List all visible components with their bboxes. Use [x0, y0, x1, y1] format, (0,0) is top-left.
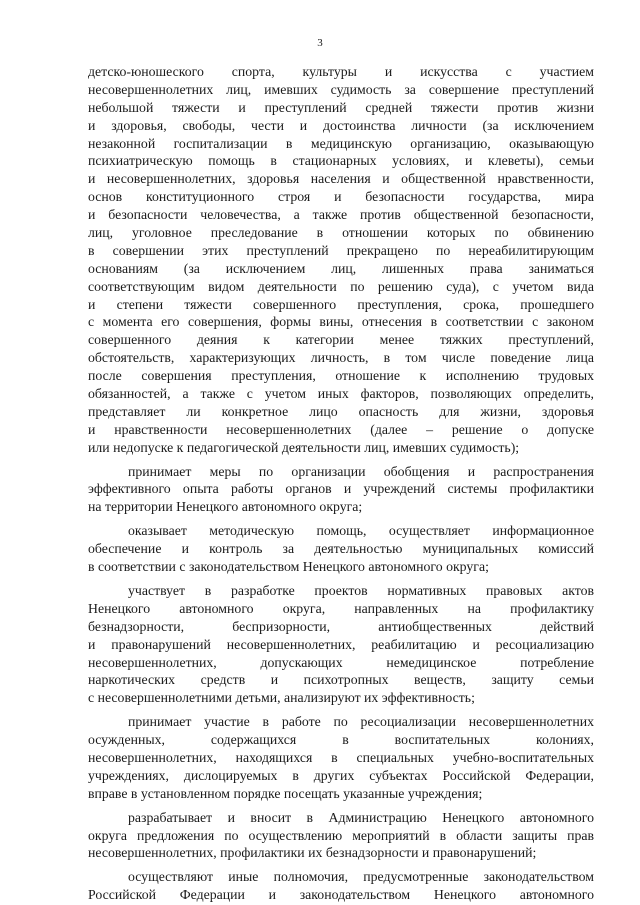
text-line: несовершеннолетних, находящихся в специальных учебно-воспитательных	[88, 749, 594, 765]
text-line: вправе в установленном порядке посещать указанные учреждения;	[88, 785, 483, 801]
text-line: учреждениях, дислоцируемых в других субъектах Российской Федерации,	[88, 767, 594, 783]
text-line: принимает участие в работе по ресоциализации несовершеннолетних	[128, 714, 594, 730]
document-body	[88, 63, 594, 904]
text-line: психиатрическую помощь в стационарных условиях, и клеветы), семьи	[88, 153, 594, 169]
text-line: обстоятельств, характеризующих личность, в том числе поведение лица	[88, 350, 594, 366]
text-line: участвует в разработке проектов нормативных правовых актов	[128, 582, 594, 598]
text-line: осужденных, содержащихся в воспитательных колониях,	[88, 732, 594, 748]
text-line: несовершеннолетних, профилактики их безнадзорности и правонарушений;	[88, 845, 537, 861]
text-line: несовершеннолетних лиц, имевших судимость за совершение преступлений	[88, 81, 594, 97]
text-line: на территории Ненецкого автономного округа;	[88, 499, 363, 515]
text-line: Российской Федерации и законодательством Ненецкого автономного	[88, 887, 594, 903]
paragraph	[88, 713, 594, 802]
text-line: незаконной госпитализации в медицинскую организацию, оказывающую	[88, 135, 594, 151]
text-line: в соответствии с законодательством Ненецкого автономного округа;	[88, 559, 489, 575]
text-line: и правонарушений несовершеннолетних, реабилитацию и ресоциализацию	[88, 636, 594, 652]
text-line: оказывает методическую помощь, осуществляет информационное	[128, 523, 594, 539]
text-line: разрабатывает и вносит в Администрацию Ненецкого автономного	[128, 809, 594, 825]
text-line: несовершеннолетних, допускающих немедицинское потребление	[88, 654, 594, 670]
paragraph	[88, 582, 594, 707]
text-line: с несовершеннолетними детьми, анализируют их эффективность;	[88, 690, 475, 706]
text-line: лиц, уголовное преследование в отношении которых по обвинению	[88, 225, 594, 241]
text-line: эффективного опыта работы органов и учреждений системы профилактики	[88, 481, 594, 497]
text-line: Ненецкого автономного округа, направленных на профилактику	[88, 600, 594, 616]
text-line: и безопасности человечества, а также против общественной безопасности,	[88, 207, 594, 223]
text-line: обязанностей, а также с учетом иных факторов, позволяющих определить,	[88, 386, 594, 402]
paragraph	[88, 463, 594, 517]
text-line: наркотических средств и психотропных веществ, защиту семьи	[88, 672, 594, 688]
text-line: и несовершеннолетних, здоровья населения и общественной нравственности,	[88, 171, 594, 187]
paragraph	[88, 522, 594, 576]
text-line: детско-юношеского спорта, культуры и искусства с участием	[88, 64, 594, 79]
text-line: принимает меры по организации обобщения и распространения	[128, 463, 594, 479]
text-line: основаниям (за исключением лиц, лишенных права заниматься	[88, 260, 594, 276]
text-line: округа предложения по осуществлению мероприятий в области защиты прав	[88, 827, 594, 843]
text-line: основ конституционного строя и безопасности государства, мира	[88, 189, 594, 205]
text-line: осуществляют иные полномочия, предусмотренные законодательством	[128, 869, 594, 885]
text-line: или недопуске к педагогической деятельности лиц, имевших судимость);	[88, 439, 520, 455]
paragraph	[88, 868, 594, 904]
text-line: после совершения преступления, отношение к исполнению трудовых	[88, 368, 594, 384]
page-number: 3	[317, 37, 323, 49]
text-line: небольшой тяжести и преступлений средней тяжести против жизни	[88, 99, 594, 115]
text-line: соответствующим видом деятельности по решению суда), с учетом вида	[88, 278, 594, 294]
text-line: с момента его совершения, формы вины, отнесения в соответствии с законом	[88, 314, 594, 330]
text-line: и здоровья, свободы, чести и достоинства личности (за исключением	[88, 117, 594, 133]
text-line: в совершении этих преступлений прекращено по нереабилитирующим	[88, 242, 594, 258]
text-line: безнадзорности, беспризорности, антиобщественных действий	[88, 618, 594, 634]
text-line: совершенного деяния к категории менее тяжких преступлений,	[88, 332, 594, 348]
text-line: и нравственности несовершеннолетних (далее – решение о допуске	[88, 421, 594, 437]
paragraph	[88, 63, 594, 457]
paragraph	[88, 809, 594, 863]
text-line: обеспечение и контроль за деятельностью муниципальных комиссий	[88, 541, 594, 557]
text-line: и степени тяжести совершенного преступления, срока, прошедшего	[88, 296, 594, 312]
text-line: представляет ли конкретное лицо опасность для жизни, здоровья	[88, 403, 594, 419]
